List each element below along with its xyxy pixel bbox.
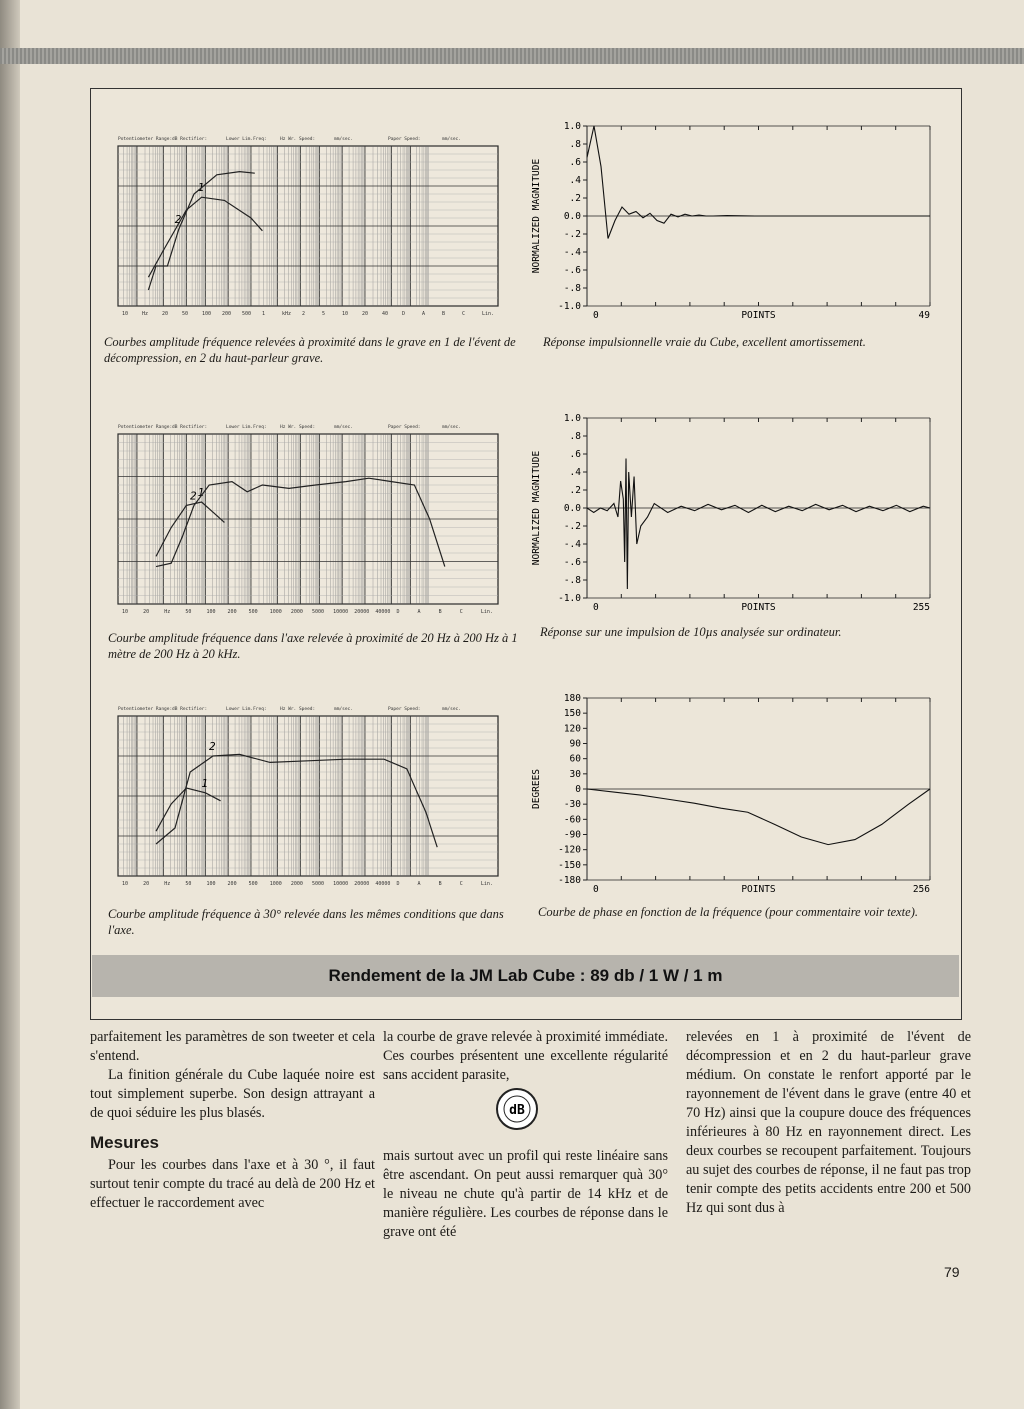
y-tick-label: .6 xyxy=(569,449,581,460)
chart-header-label: Potentiometer Range: xyxy=(118,137,173,142)
freq-tick-label: 20000 xyxy=(354,609,370,615)
freq-tick-label: 5000 xyxy=(312,609,325,615)
chart-header-label: mm/sec. xyxy=(334,707,353,712)
freq-tick-label: kHz xyxy=(282,311,292,317)
freq-tick-label: Lin. xyxy=(482,311,495,317)
freq-tick-label: 500 xyxy=(242,311,252,317)
freq-tick-label: 1000 xyxy=(269,609,282,615)
page-gutter-shadow xyxy=(0,0,20,1409)
paragraph: mais surtout avec un profil qui reste linéaire sans être ascendant. On peut aussi remarquer quà 30° le niveau ne chute qu'à partir de 14 kHz et de manière régulière. Les courbes de réponse dans le grave ont été xyxy=(383,1148,668,1240)
freq-tick-label: 20 xyxy=(143,609,150,615)
x-tick-label: 49 xyxy=(918,310,930,321)
y-tick-label: 180 xyxy=(563,693,581,704)
y-tick-label: -1.0 xyxy=(558,301,581,312)
y-tick-label: -.6 xyxy=(563,265,581,276)
page-number: 79 xyxy=(944,1264,960,1280)
freq-tick-label: 500 xyxy=(248,881,258,887)
freq-tick-label: 20000 xyxy=(354,881,370,887)
freq-tick-label: 2 xyxy=(302,311,306,317)
frequency-response-chart-2 xyxy=(100,416,515,626)
x-tick-label: 0 xyxy=(593,310,599,321)
text-column-1 xyxy=(90,1028,375,1213)
freq-tick-label: 10 xyxy=(122,881,129,887)
curve-label: 2 xyxy=(174,213,182,227)
freq-tick-label: 10 xyxy=(342,311,349,317)
chart-header-label: Paper Speed: xyxy=(388,137,421,142)
impulse-10us-plot xyxy=(525,410,950,624)
y-tick-label: -1.0 xyxy=(558,593,581,604)
top-gray-band xyxy=(0,48,1024,64)
freq-tick-label: 50 xyxy=(185,881,192,887)
freq-tick-label: 100 xyxy=(206,609,216,615)
freq-tick-label: 200 xyxy=(222,311,232,317)
chart-header-label: Lower Lim.Freq: xyxy=(226,425,267,430)
x-axis-label: POINTS xyxy=(741,884,776,895)
y-tick-label: 60 xyxy=(569,753,581,765)
y-tick-label: -90 xyxy=(563,829,581,841)
freq-tick-label: C xyxy=(459,609,463,615)
y-tick-label: 150 xyxy=(563,708,581,720)
curve-label: 2 xyxy=(190,489,197,503)
chart-header-label: Hz Wr. Speed: xyxy=(280,425,316,430)
x-tick-label: 255 xyxy=(912,602,930,613)
chart-header-label: dB Rectifier: xyxy=(172,707,208,712)
freq-tick-label: 100 xyxy=(206,881,216,887)
y-tick-label: -.6 xyxy=(563,557,581,568)
caption-impulse-1: Réponse impulsionnelle vraie du Cube, excellent amortissement. xyxy=(543,335,866,349)
chart-header-label: Paper Speed: xyxy=(388,425,421,430)
chart-header-label: mm/sec. xyxy=(442,707,461,712)
y-tick-label: .4 xyxy=(569,175,581,186)
chart-header-label: Hz Wr. Speed: xyxy=(280,137,316,142)
freq-tick-label: Hz xyxy=(164,881,171,887)
data-series-line xyxy=(587,789,930,845)
y-tick-label: .8 xyxy=(569,139,581,150)
freq-tick-label: 200 xyxy=(227,881,237,887)
x-tick-label: 0 xyxy=(593,884,599,895)
freq-tick-label: B xyxy=(438,881,442,887)
caption-impulse-2: Réponse sur une impulsion de 10µs analysée sur ordinateur. xyxy=(540,625,842,639)
curve-label: 2 xyxy=(209,740,216,753)
y-tick-label: .8 xyxy=(569,431,581,442)
curve-label: 1 xyxy=(197,486,205,499)
freq-tick-label: A xyxy=(417,609,421,615)
chart-header-label: dB Rectifier: xyxy=(172,425,208,430)
freq-tick-label: Hz xyxy=(142,311,149,317)
freq-tick-label: 20 xyxy=(362,311,369,317)
db-logo-text: dB xyxy=(509,1103,525,1118)
freq-tick-label: D xyxy=(396,881,400,887)
y-tick-label: -30 xyxy=(563,799,581,811)
freq-tick-label: D xyxy=(402,311,406,317)
y-tick-label: 30 xyxy=(569,768,581,780)
y-tick-label: .2 xyxy=(569,193,581,204)
chart-header-label: mm/sec. xyxy=(442,425,461,430)
freq-tick-label: 40 xyxy=(382,311,389,317)
frequency-response-chart-3 xyxy=(100,698,515,898)
data-series-line xyxy=(587,126,930,239)
freq-tick-label: 5 xyxy=(322,311,326,317)
y-tick-label: -.8 xyxy=(563,575,581,586)
freq-tick-label: 2000 xyxy=(290,609,303,615)
freq-tick-label: Lin. xyxy=(480,609,493,615)
freq-tick-label: C xyxy=(459,881,463,887)
paragraph: La finition générale du Cube laquée noire est tout simplement superbe. Son design attrayant a de quoi séduire les plus blasés. xyxy=(90,1067,375,1121)
x-axis-label: POINTS xyxy=(741,310,776,321)
text-column-3 xyxy=(686,1028,971,1218)
freq-tick-label: 10000 xyxy=(333,609,349,615)
y-tick-label: -.4 xyxy=(563,539,581,550)
y-axis-label: NORMALIZED MAGNITUDE xyxy=(531,158,542,274)
paragraph: parfaitement les paramètres de son tweeter et cela s'entend. xyxy=(90,1029,375,1064)
chart-header-label: mm/sec. xyxy=(334,425,353,430)
y-tick-label: -150 xyxy=(558,859,581,871)
chart-header-label: Potentiometer Range: xyxy=(118,707,173,712)
freq-tick-label: 100 xyxy=(202,311,212,317)
caption-phase: Courbe de phase en fonction de la fréquence (pour commentaire voir texte). xyxy=(538,905,918,919)
paragraph: Pour les courbes dans l'axe et à 30 °, il faut surtout tenir compte du tracé au delà de 200 Hz et effectuer le raccordement avec xyxy=(90,1157,375,1211)
y-tick-label: 1.0 xyxy=(563,121,581,132)
y-tick-label: -.2 xyxy=(563,521,581,532)
freq-tick-label: 50 xyxy=(185,609,192,615)
freq-tick-label: B xyxy=(438,609,442,615)
freq-tick-label: Lin. xyxy=(480,881,493,887)
y-tick-label: .6 xyxy=(569,157,581,168)
db-logo-icon xyxy=(496,1088,538,1130)
frequency-response-chart-1 xyxy=(100,128,515,328)
y-axis-label: DEGREES xyxy=(531,768,542,810)
chart-header-label: Lower Lim.Freq: xyxy=(226,137,267,142)
efficiency-banner: Rendement de la JM Lab Cube : 89 db / 1 W / 1 m xyxy=(92,955,959,997)
caption-frequency-2: Courbe amplitude fréquence dans l'axe relevée à proximité de 20 Hz à 200 Hz à 1 mètre de 200 Hz à 20 kHz. xyxy=(108,631,518,661)
x-tick-label: 0 xyxy=(593,602,599,613)
y-tick-label: 0.0 xyxy=(563,211,581,222)
chart-header-label: mm/sec. xyxy=(334,137,353,142)
y-tick-label: 90 xyxy=(569,738,581,750)
y-tick-label: 0.0 xyxy=(563,503,581,514)
x-tick-label: 256 xyxy=(912,884,930,895)
phase-plot xyxy=(525,690,950,906)
freq-tick-label: Hz xyxy=(164,609,171,615)
section-heading: Mesures xyxy=(90,1133,159,1152)
freq-tick-label: 1 xyxy=(262,311,266,317)
freq-tick-label: 20 xyxy=(162,311,169,317)
text-column-2 xyxy=(383,1028,668,1242)
freq-tick-label: 20 xyxy=(143,881,150,887)
y-tick-label: -60 xyxy=(563,814,581,826)
freq-tick-label: A xyxy=(417,881,421,887)
y-axis-label: NORMALIZED MAGNITUDE xyxy=(531,450,542,566)
freq-tick-label: 1000 xyxy=(269,881,282,887)
freq-tick-label: 10 xyxy=(122,311,129,317)
caption-frequency-1: Courbes amplitude fréquence relevées à proximité dans le grave en 1 de l'évent de décompression, en 2 du haut-parleur grave. xyxy=(104,335,516,365)
chart-header-label: mm/sec. xyxy=(442,137,461,142)
caption-frequency-3: Courbe amplitude fréquence à 30° relevée dans les mêmes conditions que dans l'axe. xyxy=(108,907,504,937)
y-tick-label: 0 xyxy=(575,784,581,795)
paragraph: la courbe de grave relevée à proximité immédiate. Ces courbes présentent une excellente régularité sans accident parasite, xyxy=(383,1029,668,1083)
freq-tick-label: 200 xyxy=(227,609,237,615)
y-tick-label: -.8 xyxy=(563,283,581,294)
freq-tick-label: B xyxy=(442,311,446,317)
chart-header-label: Hz Wr. Speed: xyxy=(280,707,316,712)
curve-label: 1 xyxy=(201,776,209,790)
y-tick-label: -.4 xyxy=(563,247,581,258)
freq-tick-label: C xyxy=(462,311,466,317)
freq-tick-label: 50 xyxy=(182,311,189,317)
freq-tick-label: 500 xyxy=(248,609,258,615)
y-tick-label: -.2 xyxy=(563,229,581,240)
freq-tick-label: A xyxy=(422,311,426,317)
freq-tick-label: 10000 xyxy=(333,881,349,887)
chart-header-label: Potentiometer Range: xyxy=(118,425,173,430)
freq-tick-label: 40000 xyxy=(375,609,391,615)
y-tick-label: 120 xyxy=(563,723,581,735)
impulse-response-plot xyxy=(525,118,950,332)
freq-tick-label: 2000 xyxy=(290,881,303,887)
chart-header-label: Lower Lim.Freq: xyxy=(226,707,267,712)
data-series-line xyxy=(587,459,930,590)
freq-tick-label: 5000 xyxy=(312,881,325,887)
freq-tick-label: 40000 xyxy=(375,881,391,887)
x-axis-label: POINTS xyxy=(741,602,776,613)
paragraph: relevées en 1 à proximité de l'évent de décompression et en 2 du haut-parleur grave médium. On constate le renfort apporté par le rayonnement de l'évent dans le grave (entre 40 et 70 Hz) ainsi que la coupure douce des fréquences inférieures à 80 Hz en rayonnement direct. Les deux courbes se recoupent parfaitement. Toujours au sujet des courbes de réponse, il ne faut pas trop tenir compte des petits accidents entre 200 et 500 Hz qui sont dus à xyxy=(686,1029,971,1216)
y-tick-label: 1.0 xyxy=(563,413,581,424)
y-tick-label: .2 xyxy=(569,485,581,496)
chart-header-label: dB Rectifier: xyxy=(172,137,208,142)
y-tick-label: .4 xyxy=(569,467,581,478)
curve-label: 1 xyxy=(197,181,205,195)
chart-header-label: Paper Speed: xyxy=(388,707,421,712)
y-tick-label: -120 xyxy=(558,844,581,856)
y-tick-label: -180 xyxy=(558,875,581,886)
freq-tick-label: D xyxy=(396,609,400,615)
freq-tick-label: 10 xyxy=(122,609,129,615)
